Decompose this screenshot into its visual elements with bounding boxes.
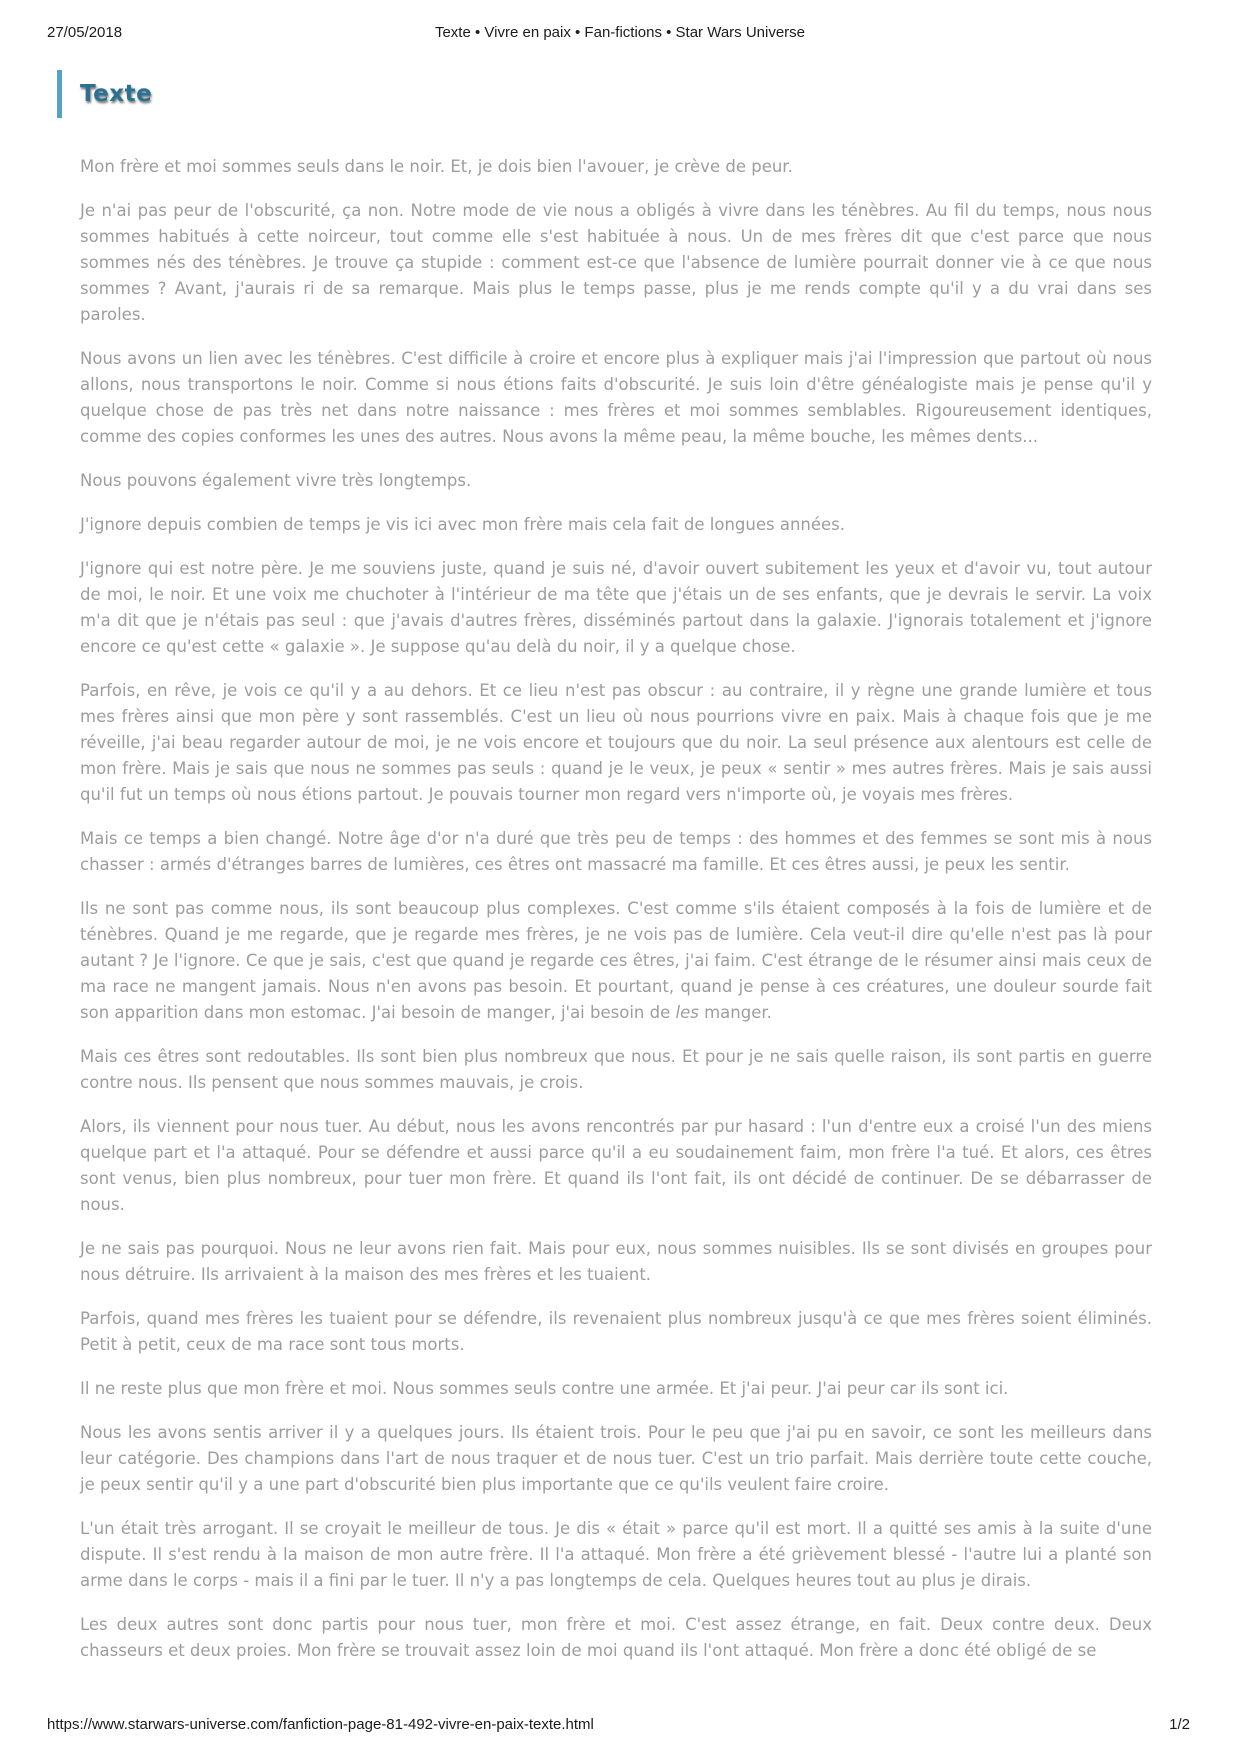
story-paragraph: Nous avons un lien avec les ténèbres. C'est difficile à croire et encore plus à expliquer mais j'ai l'impression que partout où nous allons, nous transportons le noir. Comme si nous étions faits d'obscurité. Je suis loin d'être généalogiste mais je pense qu'il y quelque chose de pas très net dans notre naissance : mes frères et moi sommes semblables. Rigoureusement identiques, comme des copies conformes les unes des autres. Nous avons la même peau, la même bouche, les mêmes dents...	[80, 349, 1152, 446]
story-paragraph: Mais ces êtres sont redoutables. Ils sont bien plus nombreux que nous. Et pour je ne sais quelle raison, ils sont partis en guerre contre nous. Ils pensent que nous sommes mauvais, je crois.	[80, 1047, 1152, 1092]
print-date: 27/05/2018	[47, 24, 123, 41]
story-paragraph: Nous les avons sentis arriver il y a quelques jours. Ils étaient trois. Pour le peu que j'ai pu en savoir, ce sont les meilleurs dans leur catégorie. Des champions dans l'art de nous traquer et de nous tuer. C'est un trio parfait. Mais derrière toute cette couche, je peux sentir qu'il y a une part d'obscurité bien plus importante que ce qu'ils veulent faire croire.	[80, 1423, 1152, 1494]
footer-url: https://www.starwars-universe.com/fanfiction-page-81-492-vivre-en-paix-texte.html	[47, 1716, 594, 1733]
story-paragraph: Parfois, quand mes frères les tuaient pour se défendre, ils revenaient plus nombreux jusqu'à ce que mes frères soient éliminés. Petit à petit, ceux de ma race sont tous morts.	[80, 1309, 1152, 1354]
story-paragraph: Je ne sais pas pourquoi. Nous ne leur avons rien fait. Mais pour eux, nous sommes nuisibles. Ils se sont divisés en groupes pour nous détruire. Ils arrivaient à la maison des mes frères et les tuaient.	[80, 1239, 1152, 1284]
story-paragraph: Les deux autres sont donc partis pour nous tuer, mon frère et moi. C'est assez étrange, en fait. Deux contre deux. Deux chasseurs et deux proies. Mon frère se trouvait assez loin de moi quand ils l'ont attaqué. Mon frère a donc été obligé de se	[80, 1615, 1152, 1660]
page-title: Texte	[57, 70, 1152, 118]
print-footer	[47, 1716, 1193, 1740]
story-paragraph: Alors, ils viennent pour nous tuer. Au début, nous les avons rencontrés par pur hasard : l'un d'entre eux a croisé l'un des miens quelque part et l'a attaqué. Pour se défendre et aussi parce qu'il a eu soudainement faim, mon frère l'a tué. Et alors, ces êtres sont venus, bien plus nombreux, pour tuer mon frère. Et quand ils l'ont fait, ils ont décidé de continuer. De se débarrasser de nous.	[80, 1117, 1152, 1214]
print-document-title: Texte • Vivre en paix • Fan-fictions • Star Wars Universe	[434, 24, 806, 41]
story-paragraph: J'ignore depuis combien de temps je vis ici avec mon frère mais cela fait de longues années.	[80, 515, 846, 534]
story-paragraph: Il ne reste plus que mon frère et moi. Nous sommes seuls contre une armée. Et j'ai peur. J'ai peur car ils sont ici.	[80, 1379, 1009, 1398]
story-paragraph: Parfois, en rêve, je vois ce qu'il y a au dehors. Et ce lieu n'est pas obscur : au contraire, il y règne une grande lumière et tous mes frères ainsi que mon père y sont rassemblés. C'est un lieu où nous pourrions vivre en paix. Mais à chaque fois que je me réveille, j'ai beau regarder autour de moi, je ne vois encore et toujours que du noir. La seul présence aux alentours est celle de mon frère. Mais je sais que nous ne sommes pas seuls : quand je le veux, je peux « sentir » mes autres frères. Mais je sais aussi qu'il fut un temps où nous étions partout. Je pouvais tourner mon regard vers n'importe où, je voyais mes frères.	[80, 681, 1152, 804]
fanfiction-article	[80, 70, 1152, 1664]
story-paragraph: Mon frère et moi sommes seuls dans le noir. Et, je dois bien l'avouer, je crève de peur.	[80, 157, 793, 176]
footer-page-number: 1/2	[1169, 1716, 1190, 1733]
story-paragraph: L'un était très arrogant. Il se croyait le meilleur de tous. Je dis « était » parce qu'il est mort. Il a quitté ses amis à la suite d'une dispute. Il s'est rendu à la maison de mon autre frère. Il l'a attaqué. Mon frère a été grièvement blessé - l'autre lui a planté son arme dans le corps - mais il a fini par le tuer. Il n'y a pas longtemps de cela. Quelques heures tout au plus je dirais.	[80, 1519, 1152, 1590]
print-header	[47, 24, 1193, 46]
story-paragraph: Mais ce temps a bien changé. Notre âge d'or n'a duré que très peu de temps : des hommes et des femmes se sont mis à nous chasser : armés d'étranges barres de lumières, ces êtres ont massacré ma famille. Et ces êtres aussi, je peux les sentir.	[80, 829, 1152, 874]
story-paragraphs	[80, 154, 1152, 1664]
story-paragraph: Nous pouvons également vivre très longtemps.	[80, 471, 472, 490]
story-paragraph: J'ignore qui est notre père. Je me souviens juste, quand je suis né, d'avoir ouvert subitement les yeux et d'avoir vu, tout autour de moi, le noir. Et une voix me chuchoter à l'intérieur de ma tête que j'étais un de ses enfants, que je devrais le servir. La voix m'a dit que je n'étais pas seul : que j'avais d'autres frères, disséminés partout dans la galaxie. J'ignorais totalement et j'ignore encore ce qu'est cette « galaxie ». Je suppose qu'au delà du noir, il y a quelque chose.	[80, 559, 1152, 656]
story-paragraph: Ils ne sont pas comme nous, ils sont beaucoup plus complexes. C'est comme s'ils étaient composés à la fois de lumière et de ténèbres. Quand je me regarde, que je regarde mes frères, je ne vois pas de lumière. Cela veut-il dire qu'elle n'est pas là pour autant ? Je l'ignore. Ce que je sais, c'est que quand je regarde ces êtres, j'ai faim. C'est étrange de le résumer ainsi mais ceux de ma race ne mangent jamais. Nous n'en avons pas besoin. Et pourtant, quand je pense à ces créatures, une douleur sourde fait son apparition dans mon estomac. J'ai besoin de manger, j'ai besoin de les manger.	[80, 899, 1152, 1022]
story-paragraph: Je n'ai pas peur de l'obscurité, ça non. Notre mode de vie nous a obligés à vivre dans les ténèbres. Au fil du temps, nous nous sommes habitués à cette noirceur, tout comme elle s'est habituée à nous. Un de mes frères dit que c'est parce que nous sommes nés des ténèbres. Je trouve ça stupide : comment est-ce que l'absence de lumière pourrait donner vie à ce que nous sommes ? Avant, j'aurais ri de sa remarque. Mais plus le temps passe, plus je me rends compte qu'il y a du vrai dans ses paroles.	[80, 201, 1152, 324]
